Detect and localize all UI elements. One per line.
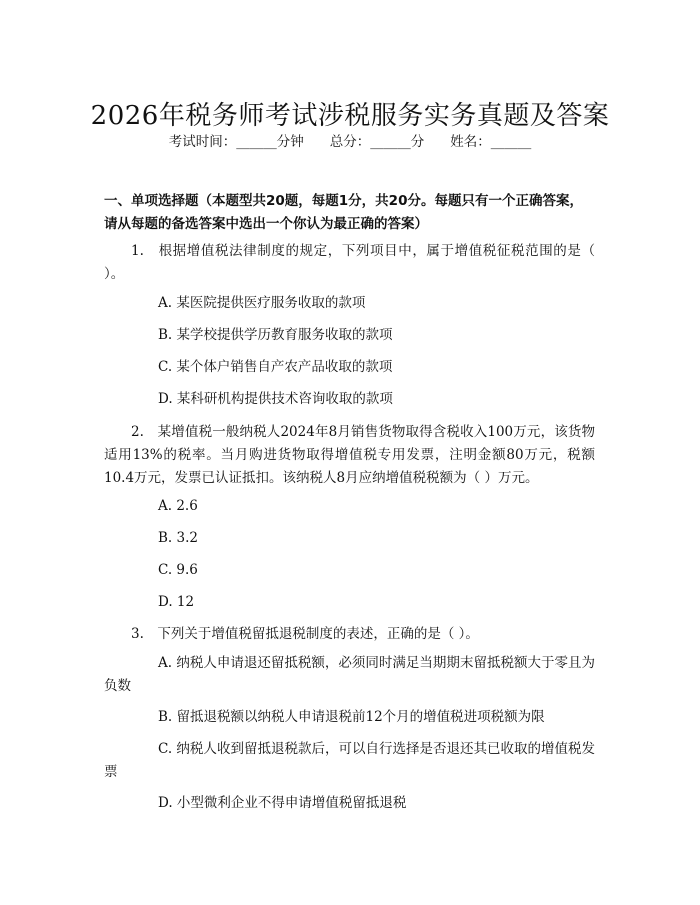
exam-meta-line xyxy=(0,133,700,151)
question-1-option-d: D. 某科研机构提供技术咨询收取的款项 xyxy=(158,391,393,407)
question-3-option-b: B. 留抵退税额以纳税人申请退税前12个月的增值税进项税额为限 xyxy=(158,709,545,725)
question-3-option-d: D. 小型微利企业不得申请增值税留抵退税 xyxy=(158,795,407,811)
question-3: 3. 下列关于增值税留抵退税制度的表述，正确的是（ ）。 xyxy=(131,626,479,642)
question-1: 1. 根据增值税法律制度的规定，下列项目中，属于增值税征税范围的是（ ）。 xyxy=(104,243,595,282)
name-field: 姓名：______ xyxy=(450,134,532,150)
question-1-option-b: B. 某学校提供学历教育服务收取的款项 xyxy=(158,327,393,343)
exam-time-field: 考试时间：______分钟 xyxy=(168,134,304,150)
question-1-option-a: A. 某医院提供医疗服务收取的款项 xyxy=(158,295,366,311)
question-2-option-b: B. 3.2 xyxy=(158,530,198,546)
document-title: 2026年税务师考试涉税服务实务真题及答案 xyxy=(90,101,610,132)
question-2: 2. 某增值税一般纳税人2024年8月销售货物取得含税收入100万元，该货物适用13%的税率。当月购进货物取得增值税专用发票，注明金额80万元，税额10.4万元，发票已认证抵扣。该纳税人8月应纳增值税税额为（ ）万元。 xyxy=(104,424,595,486)
question-1-option-c: C. 某个体户销售自产农产品收取的款项 xyxy=(158,359,393,375)
section-heading: 一、单项选择题（本题型共20题，每题1分，共20分。每题只有一个正确答案，请从每题的备选答案中选出一个你认为最正确的答案） xyxy=(104,193,583,232)
question-2-option-c: C. 9.6 xyxy=(158,562,198,578)
question-2-option-d: D. 12 xyxy=(158,594,195,610)
question-2-option-a: A. 2.6 xyxy=(158,498,198,514)
question-3-option-c: C. 纳税人收到留抵退税款后，可以自行选择是否退还其已收取的增值税发票 xyxy=(104,741,595,780)
question-3-option-a: A. 纳税人申请退还留抵税额，必须同时满足当期期末留抵税额大于零且为负数 xyxy=(104,655,595,694)
total-score-field: 总分：______分 xyxy=(329,134,425,150)
